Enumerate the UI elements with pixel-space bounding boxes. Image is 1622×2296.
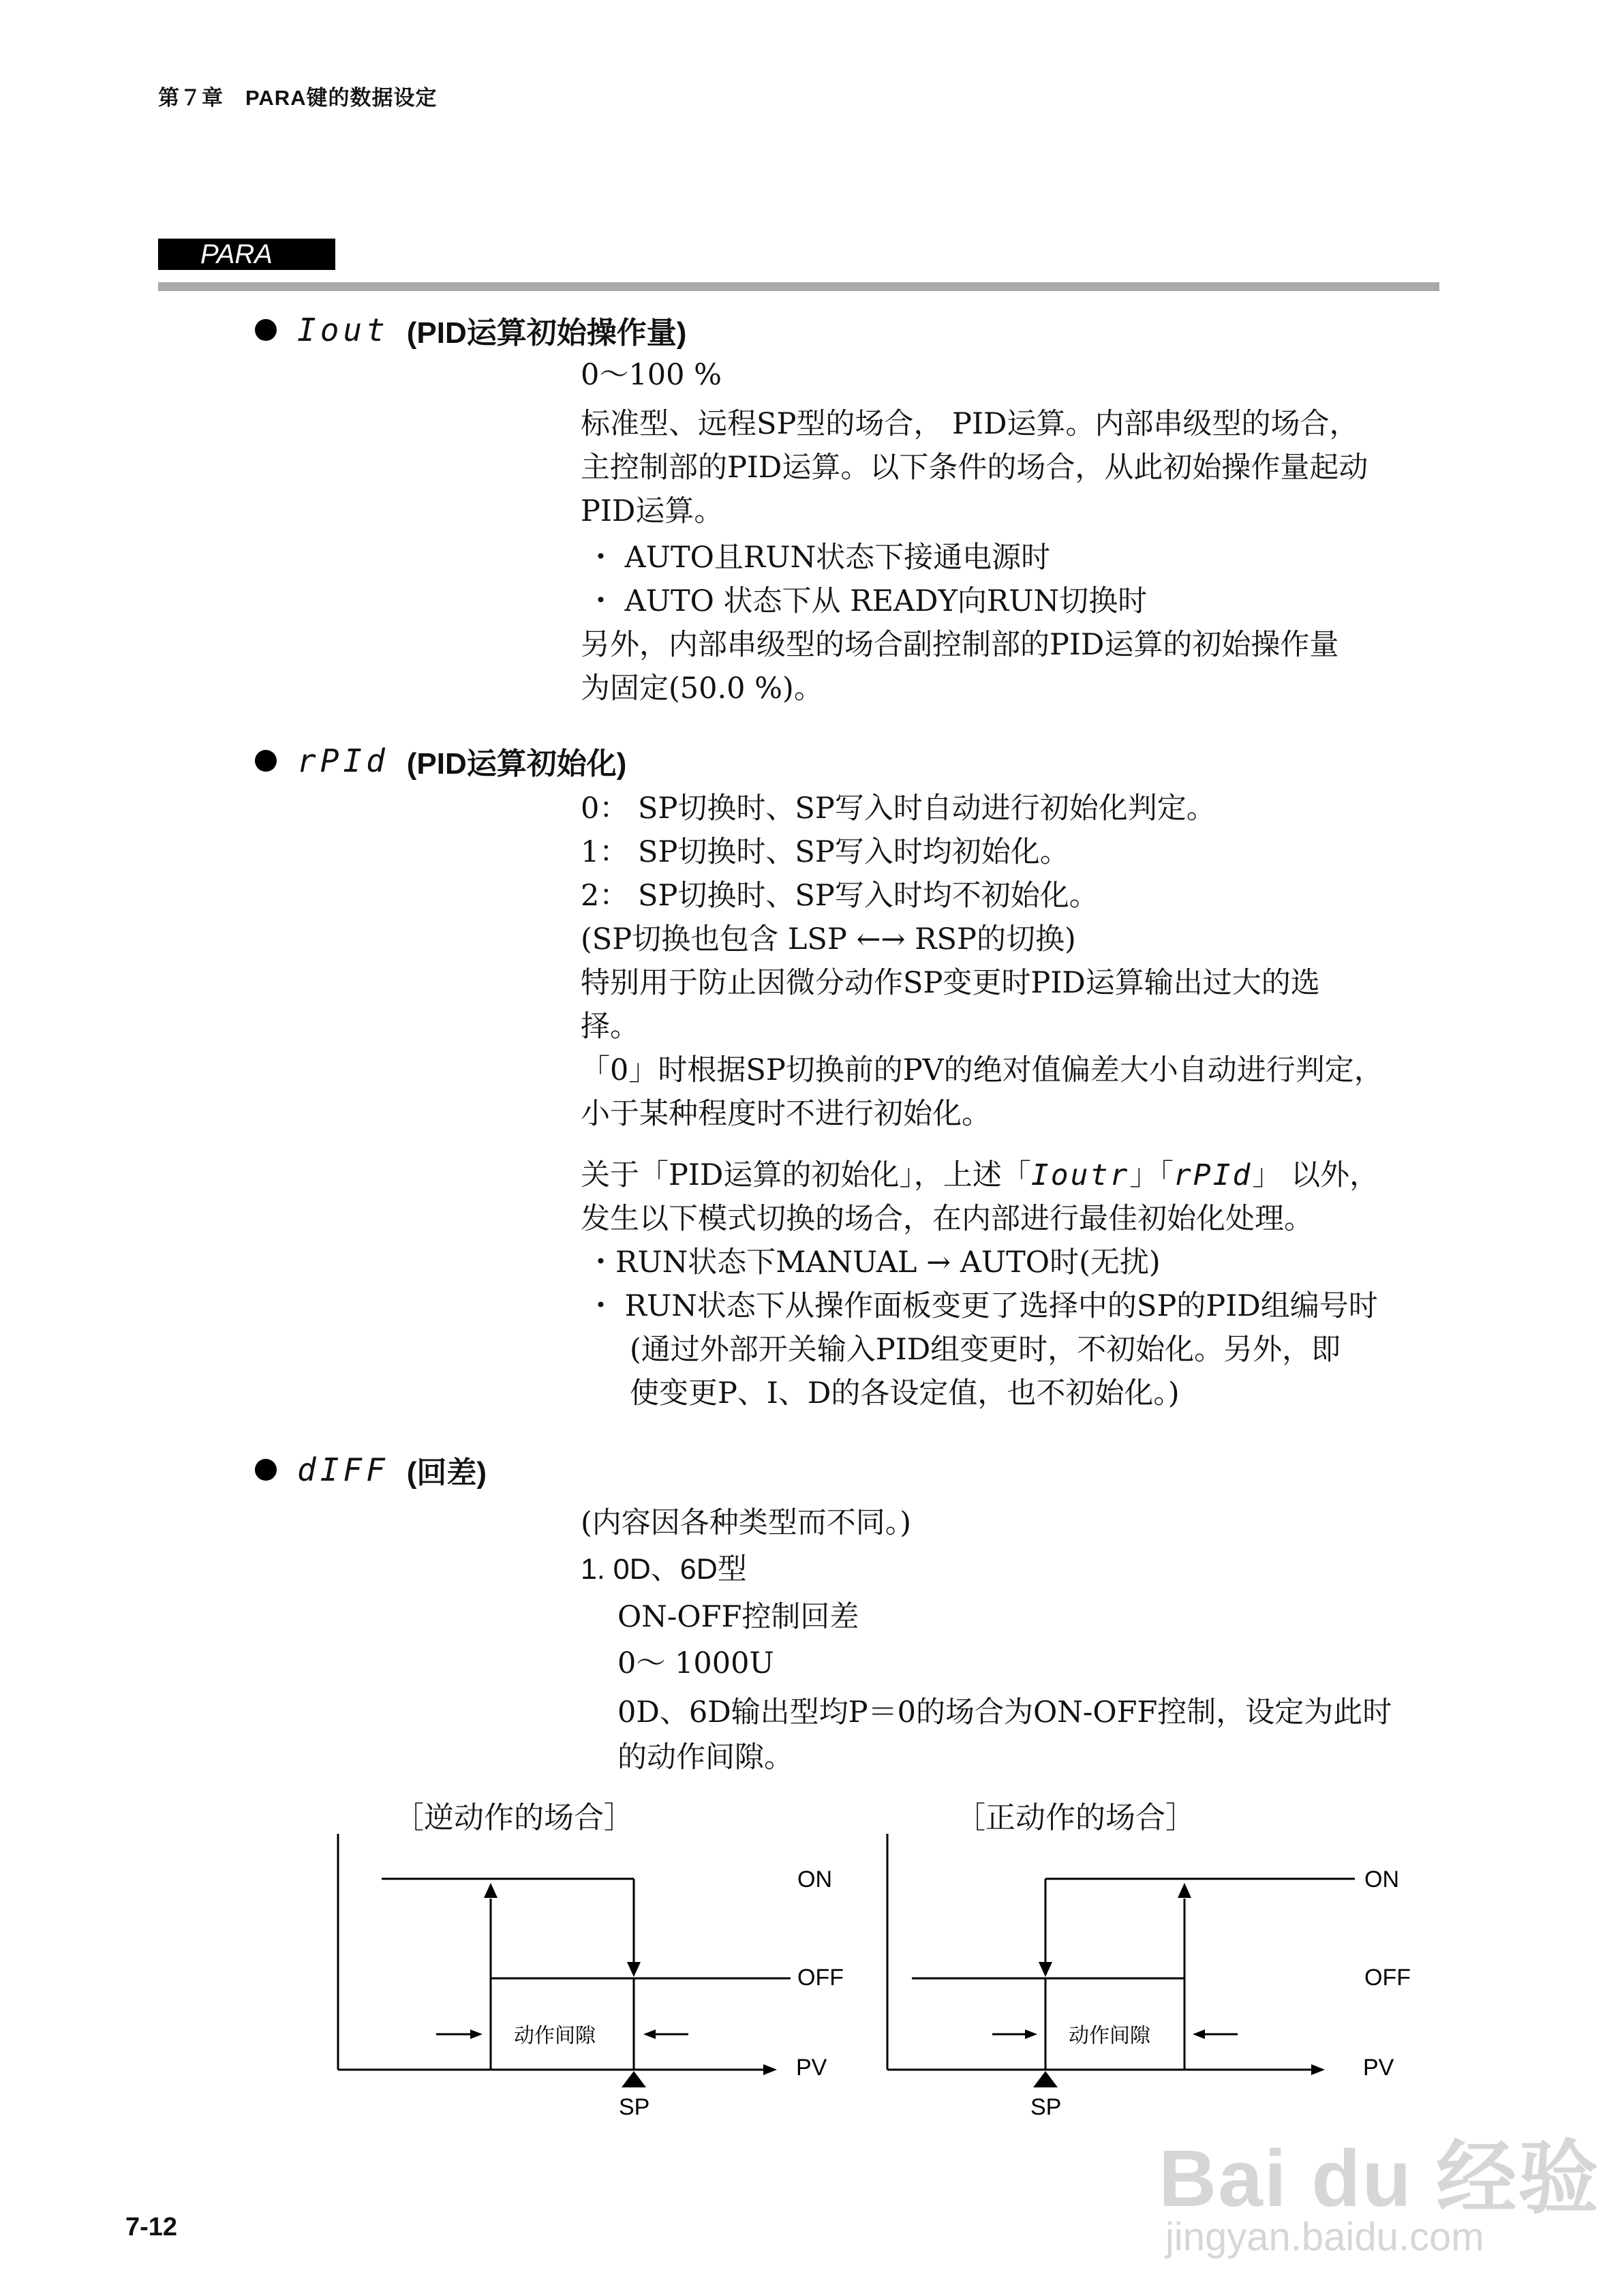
note-prefix: 关于「PID运算的初始化」，上述「 [581, 1158, 1031, 1192]
note-line [581, 1153, 1379, 1197]
bullet-rpid [255, 739, 626, 783]
text-line: 小于某种程度时不进行初始化。 [581, 1097, 991, 1131]
param-title-diff: (回差) [406, 1456, 487, 1490]
para-tag: PARA [158, 239, 335, 270]
text-line: 0D、6D输出型均P＝0的场合为ON-OFF控制，设定为此时 [617, 1695, 1392, 1729]
page-number: 7-12 [125, 2213, 178, 2241]
watermark-logo: Bai du 经验 [1159, 2134, 1600, 2224]
diagram-direct [871, 1827, 1411, 2127]
note-code-rpid: rPId [1173, 1158, 1253, 1192]
param-code-rpid: rPId [297, 742, 389, 779]
on-label: ON [1364, 1867, 1399, 1892]
bullet-dot-icon [255, 750, 277, 772]
gap-arrow-icon [643, 2029, 656, 2039]
param-title-iout: (PID运算初始操作量) [406, 316, 687, 350]
bullet-diff [255, 1448, 487, 1492]
bullet-dot-icon [255, 319, 277, 341]
chapter-header: 第７章 PARA键的数据设定 [158, 86, 438, 110]
x-axis-arrow-icon [1311, 2064, 1325, 2075]
option-line: 1： SP切换时、SP写入时均初始化。 [581, 835, 1069, 869]
down-arrow-icon [627, 1962, 641, 1977]
bullet-dot-icon [255, 1459, 277, 1481]
down-arrow-icon [1039, 1962, 1052, 1977]
gap-arrow-icon [1025, 2029, 1037, 2039]
gap-arrow-icon [470, 2029, 483, 2039]
text-line: 「0」时根据SP切换前的PV的绝对值偏差大小自动进行判定， [581, 1053, 1383, 1087]
text-line: 主控制部的PID运算。以下条件的场合，从此初始操作量起动 [581, 451, 1368, 485]
sp-marker-icon [622, 2071, 646, 2087]
sp-label: SP [1030, 2094, 1062, 2120]
text-line: 0～100 % [581, 358, 722, 392]
option-line: 2： SP切换时、SP写入时均不初始化。 [581, 879, 1099, 913]
list-item: ・RUN状态下MANUAL → AUTO时(无扰) [586, 1245, 1161, 1280]
text-line: 发生以下模式切换的场合，在内部进行最佳初始化处理。 [581, 1202, 1313, 1236]
gap-label: 动作间隙 [514, 2024, 596, 2048]
note-suffix: 」 以外， [1252, 1158, 1379, 1192]
text-line: 择。 [581, 1010, 639, 1044]
list-item: ・ AUTO且RUN状态下接通电源时 [586, 541, 1051, 575]
note-mid: 」「 [1129, 1158, 1174, 1192]
text-line: 0～ 1000U [617, 1646, 774, 1680]
list-item: ・ RUN状态下从操作面板变更了选择中的SP的PID组编号时 [586, 1289, 1378, 1323]
text-line: (通过外部开关输入PID组变更时，不初始化。另外，即 [630, 1333, 1341, 1367]
text-line: PID运算。 [581, 494, 724, 528]
pv-label: PV [1363, 2055, 1394, 2081]
list-item: ・ AUTO 状态下从 READY向RUN切换时 [586, 584, 1148, 618]
up-arrow-icon [1178, 1883, 1191, 1898]
section-rule [158, 282, 1439, 291]
diagram-caption-direct: ［正动作的场合］ [955, 1800, 1195, 1835]
off-label: OFF [797, 1965, 844, 1991]
option-line: 0： SP切换时、SP写入时自动进行初始化判定。 [581, 791, 1216, 826]
text-line: 另外，内部串级型的场合副控制部的PID运算的初始操作量 [581, 628, 1339, 662]
text-line: 使变更P、I、D的各设定值，也不初始化。) [630, 1376, 1180, 1410]
off-label: OFF [1364, 1965, 1411, 1991]
text-line: (SP切换也包含 LSP ←→ RSP的切换) [581, 922, 1076, 956]
gap-label: 动作间隙 [1069, 2024, 1150, 2048]
text-line: 标准型、远程SP型的场合， PID运算。内部串级型的场合， [581, 407, 1359, 441]
diagram-caption-reverse: ［逆动作的场合］ [394, 1800, 634, 1835]
bullet-iout [255, 308, 686, 352]
text-line: (内容因各种类型而不同。) [581, 1506, 912, 1540]
text-line: 特别用于防止因微分动作SP变更时PID运算输出过大的选 [581, 966, 1320, 1000]
type-heading: 1. 0D、6D型 [581, 1553, 747, 1586]
param-code-iout: Iout [297, 312, 389, 348]
up-arrow-icon [484, 1883, 498, 1898]
on-label: ON [797, 1867, 832, 1892]
sp-label: SP [619, 2094, 650, 2120]
param-code-diff: dIFF [297, 1451, 389, 1488]
text-line: ON-OFF控制回差 [617, 1600, 859, 1634]
note-code-ioutr: Ioutr [1030, 1158, 1130, 1192]
gap-arrow-icon [1193, 2029, 1205, 2039]
pv-label: PV [796, 2055, 827, 2081]
text-line: 为固定(50.0 %)。 [581, 671, 823, 706]
text-line: 的动作间隙。 [617, 1740, 793, 1774]
sp-marker-icon [1033, 2071, 1058, 2087]
x-axis-arrow-icon [763, 2064, 777, 2075]
watermark-url: jingyan.baidu.com [1165, 2215, 1484, 2259]
param-title-rpid: (PID运算初始化) [406, 747, 627, 781]
diagram-reverse [320, 1827, 852, 2127]
